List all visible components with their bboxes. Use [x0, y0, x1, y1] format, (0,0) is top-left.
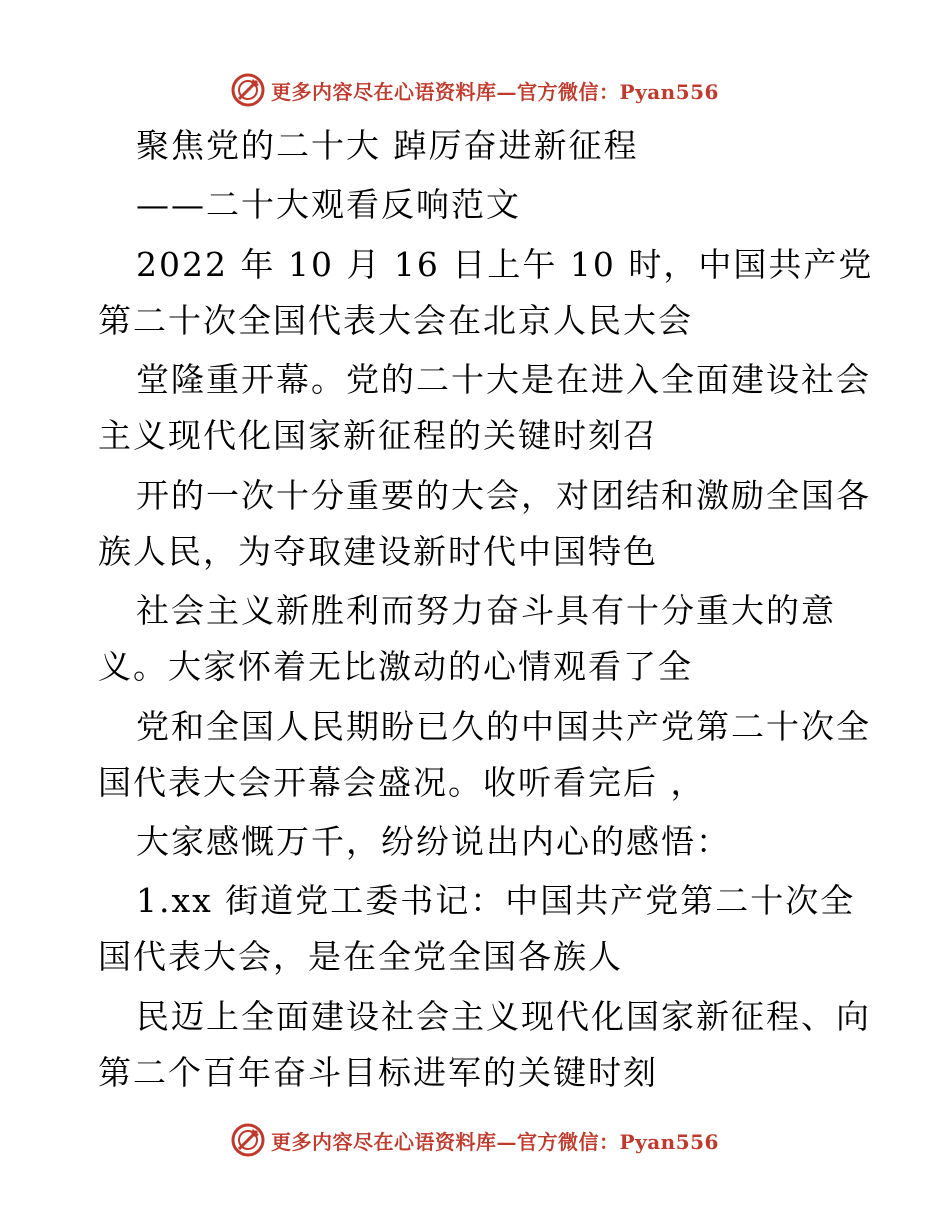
paragraph-line: 堂隆重开幕。党的二十大是在进入全面建设社会 — [136, 360, 871, 399]
paragraph-line: 1.xx 街道党工委书记：中国共产党第二十次全 — [136, 881, 856, 920]
footer-banner — [0, 1120, 950, 1160]
paragraph-line: 国代表大会开幕会盛况。收听看完后 ， — [98, 763, 706, 802]
paragraph-line: 族人民，为夺取建设新时代中国特色 — [98, 532, 658, 571]
footer-banner-inner — [231, 1123, 719, 1157]
document-title: 聚焦党的二十大 踔厉奋进新征程 — [136, 126, 639, 165]
header-banner — [0, 70, 950, 110]
paragraph-line: 国代表大会，是在全党全国各族人 — [98, 937, 623, 976]
seal-logo-icon — [231, 73, 265, 107]
paragraph-line: 开的一次十分重要的大会，对团结和激励全国各 — [136, 476, 871, 515]
header-banner-inner — [231, 73, 719, 107]
seal-logo-icon — [231, 1123, 265, 1157]
paragraph-line: 社会主义新胜利而努力奋斗具有十分重大的意 — [136, 591, 836, 630]
paragraph-line: 民迈上全面建设社会主义现代化国家新征程、向 — [136, 997, 871, 1036]
paragraph-line: 义。大家怀着无比激动的心情观看了全 — [98, 647, 693, 686]
paragraph-line: 第二十次全国代表大会在北京人民大会 — [98, 301, 693, 340]
document-subtitle: ——二十大观看反响范文 — [136, 185, 521, 224]
paragraph-line: 第二个百年奋斗目标进军的关键时刻 — [98, 1053, 658, 1092]
paragraph-line: 党和全国人民期盼已久的中国共产党第二十次全 — [136, 707, 871, 746]
footer-banner-text: 更多内容尽在心语资料库—官方微信：Pyan556 — [271, 1129, 719, 1154]
header-banner-text: 更多内容尽在心语资料库—官方微信：Pyan556 — [271, 79, 719, 104]
paragraph-line: 大家感慨万千，纷纷说出内心的感悟： — [136, 822, 731, 861]
paragraph-line: 2022 年 10 月 16 日上午 10 时，中国共产党 — [136, 245, 874, 284]
paragraph-line: 主义现代化国家新征程的关键时刻召 — [98, 416, 658, 455]
